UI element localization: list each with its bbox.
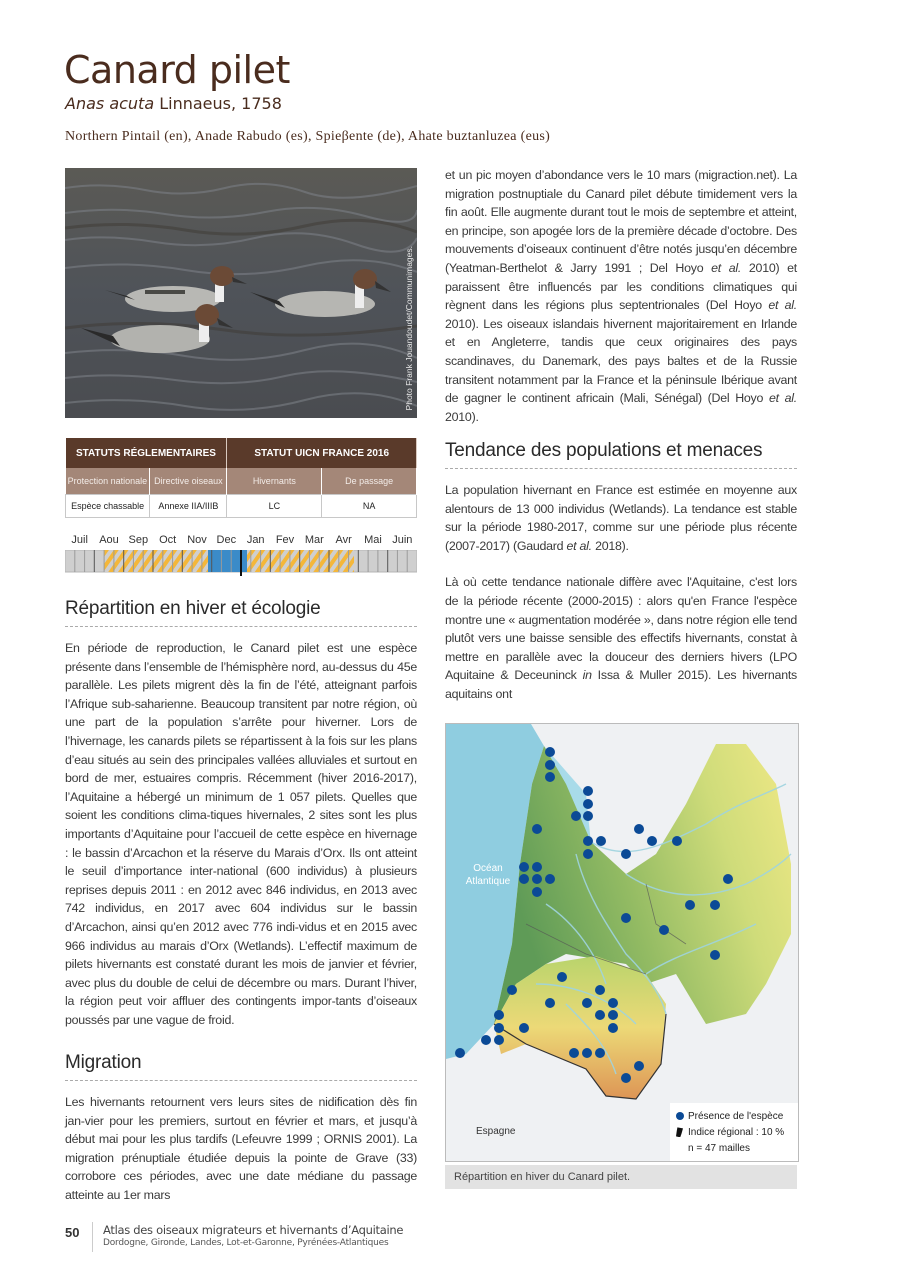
tendance-paragraph-1: La population hivernant en France est estimée en moyenne aux alentours de 13 000 individus (Wetlands). La tendance est stable sur la période 1980-2017, comme sur une période plus récente (2007-2017) (Gaudard et al. 2018). [445, 483, 797, 553]
map-legend [670, 1103, 798, 1161]
value-directive: Annexe IIA/IIIB [150, 495, 227, 518]
section-divider [65, 626, 417, 627]
section-title-migration: Migration [65, 1052, 142, 1073]
subheader-passage: De passage [322, 468, 417, 495]
section-migration [65, 1052, 417, 1205]
pintail-ducks-image [65, 168, 417, 418]
footer-title: Atlas des oiseaux migrateurs et hivernants d’Aquitaine [103, 1223, 404, 1237]
month-oct: Oct [159, 534, 177, 546]
page-number: 50 [65, 1225, 80, 1240]
subheader-directive: Directive oiseaux [150, 468, 227, 495]
month-sep: Sep [128, 534, 149, 546]
subheader-hivernants: Hivernants [227, 468, 322, 495]
header-statut-uicn: STATUT UICN FRANCE 2016 [227, 438, 417, 468]
scientific-name-line [65, 94, 282, 113]
map-caption: Répartition en hiver du Canard pilet. [445, 1165, 797, 1189]
legend-index: Indice régional : 10 % [676, 1125, 792, 1141]
svg-text:Atlantique: Atlantique [465, 876, 511, 887]
legend-n: n = 47 mailles [688, 1143, 750, 1154]
footer-separator [92, 1222, 93, 1252]
repartition-text: En période de reproduction, le Canard pilet est une espèce présente dans l’ensemble de l’hémisphère nord, au-dessus du 45e parallèle. Les pilets migrent dès la fin de l’été, atteignant parfois l’Afrique sub-saharienne. Beaucoup transitent par notre région, où une part de la population s’arrête pour hiverner. Lors de l’hivernage, les canards pilets se répartissent à la fois sur les plans d’eau situés au sein des principales vallées alluviales et surtout en bord de mer, estuaires compris. Récemment (hiver 2016-2017), l’Aquitaine a hébergé un minimum de 1 057 pilets. Quelles que soient les conditions clima-tiques hivernales, 2 sites sont les plus importants d’Aquitaine pour l’accueil de cette espèce en hivernage : le bassin d’Arcachon et la réserve du Marais d’Orx. Ils ont atteint le seuil d’importance inter-national (600 individus) à plusieurs reprises depuis 2011 : en 2012 avec 846 individus, en 2013 avec 742 individus, en 2017 avec 604 individus sur le bassin d’Arcachon, ainsi qu’en 2012 avec 776 indi-vidus et en 2015 avec 966 individus au marais d’Orx (Wetlands). L’effectif maximum de pilets hivernants est constaté durant les mois de janvier et février, avec plus du double de celui de décembre ou mars. Durant l’hiver, la région peut voir affluer des contingents impor-tants d’oiseaux poussés par une vague de froid. [65, 641, 417, 1027]
value-protection: Espèce chassable [66, 495, 150, 518]
section-tendance [445, 440, 797, 704]
section-divider [65, 1080, 417, 1081]
aquitaine-shape-icon [676, 1127, 683, 1137]
month-nov: Nov [187, 534, 207, 546]
spain-label: Espagne [476, 1126, 516, 1137]
migration-text-left: Les hivernants retournent vers leurs sites de nidification dès fin jan-vier pour les premiers, surtout en février et mars, et jusqu’à début mai pour les plus tardifs (Lefeuvre 1999 ; ORNIS 2001). La migration prénuptiale étudiée depuis la pointe de Grave (33) corrobore ces périodes, avec une date médiane du passage atteinte au 1er mars [65, 1095, 417, 1202]
subheader-protection: Protection nationale [66, 468, 150, 495]
value-passage: NA [322, 495, 417, 518]
section-title-repartition: Répartition en hiver et écologie [65, 598, 321, 619]
month-aou: Aou [99, 534, 119, 546]
migration-text-right: et un pic moyen d’abondance vers le 10 mars (migraction.net). La migration postnuptiale du Canard pilet débute timidement vers la fin août. Elle augmente durant tout le mois de septembre et atteint, en principe, son apogée lors de la première décade d’octobre. Des mouvements d’oiseaux continuent d’être notés jusqu’en décembre (Yeatman-Berthelot & Jarry 1991 ; Del Hoyo et al. 2010) et paraissent être influencés par les conditions climatiques qui règnent dans les régions plus septentrionales (Del Hoyo et al. 2010). Les oiseaux islandais hivernent majoritairement en Irlande et en Angleterre, tandis que ceux originaires des pays scandinaves, du Danemark, des pays baltes et de la Russie transitent notamment par la France et la péninsule Ibérique avant de gagner le continent africain (Mali, Sénégal) (Del Hoyo et al. 2010). [445, 168, 797, 424]
scientific-name: Anas acuta [65, 94, 155, 113]
month-dec: Dec [216, 534, 237, 546]
section-repartition [65, 598, 417, 1029]
footer-subtitle: Dordogne, Gironde, Landes, Lot-et-Garonne, Pyrénées-Atlantiques [103, 1238, 389, 1248]
tendance-paragraph-2: Là où cette tendance nationale diffère avec l'Aquitaine, c'est lors de la période récente (2000-2015) : alors qu'en France l'espèce montre une « augmentation modérée », dans notre région elle tend plutôt vers une baisse sensible des effectifs hivernants, constat à mettre en parallèle avec la douceur des derniers hivers (LPO Aquitaine & Deceuninck in Issa & Muller 2015). Les hivernants aquitains ont [445, 575, 797, 701]
vernacular-names: Northern Pintail (en), Anade Rabudo (es), Spieβente (de), Ahate buztanluzea (eus) [65, 129, 551, 144]
section-divider [445, 468, 797, 469]
month-avr: Avr [335, 534, 352, 546]
value-hivernants: LC [227, 495, 322, 518]
status-table [65, 438, 417, 518]
species-title: Canard pilet [64, 48, 290, 92]
presence-dot-icon [676, 1112, 684, 1120]
month-juil: Juil [71, 534, 88, 546]
species-photo [65, 168, 417, 418]
month-fev: Fev [275, 534, 295, 546]
legend-presence: Présence de l'espèce [676, 1109, 792, 1125]
month-juin: Juin [392, 534, 413, 546]
month-jan: Jan [246, 534, 265, 546]
month-mar: Mar [304, 534, 324, 546]
aquitaine-map [446, 724, 798, 1161]
distribution-map [445, 723, 799, 1162]
section-title-tendance: Tendance des populations et menaces [445, 440, 763, 461]
ocean-label: Océan [473, 863, 503, 874]
month-mai: Mai [364, 534, 382, 546]
phenology-calendar [65, 534, 417, 576]
author-year: Linnaeus, 1758 [159, 94, 282, 113]
header-statuts-reglementaires: STATUTS RÉGLEMENTAIRES [66, 438, 227, 468]
calendar-month-labels [65, 534, 417, 548]
calendar-bar [65, 550, 417, 576]
photo-credit: Photo Frank Jouandoudet/Communimages. [404, 245, 414, 410]
